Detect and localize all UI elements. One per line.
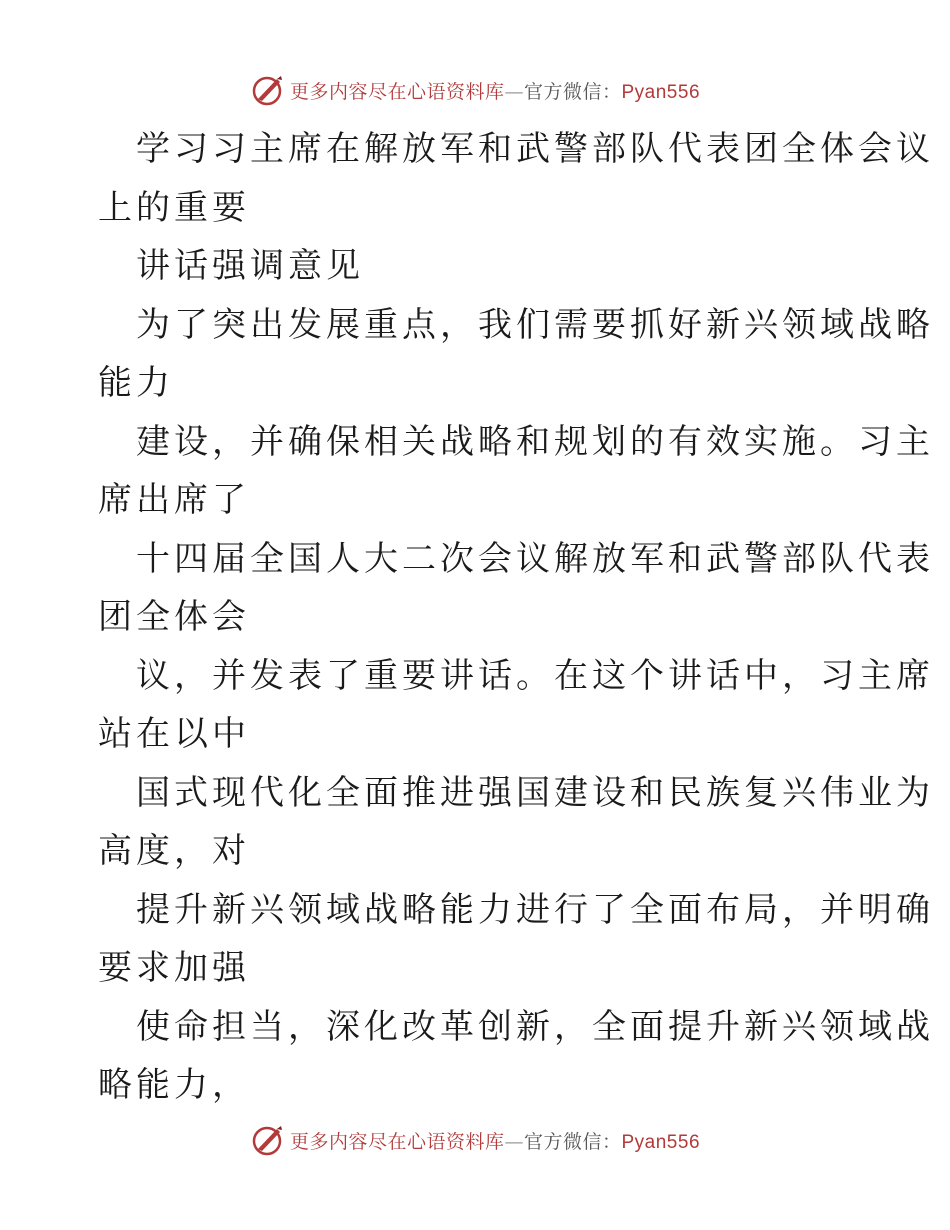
- text-line: 站在以中: [98, 714, 250, 754]
- watermark-text: [290, 77, 700, 104]
- text-line: 议，并发表了重要讲话。在这个讲话中，习主席: [136, 655, 934, 696]
- watermark-text: [290, 1127, 700, 1154]
- text-line: 十四届全国人大二次会议解放军和武警部队代表: [136, 538, 934, 579]
- text-line: 上的重要: [98, 187, 250, 228]
- document-body: [98, 120, 934, 1115]
- quill-logo-icon: [250, 1123, 284, 1157]
- text-line: 高度，对: [98, 831, 250, 871]
- text-line: 使命担当，深化改革创新，全面提升新兴领域战: [136, 1006, 934, 1047]
- text-line: 为了突出发展重点，我们需要抓好新兴领域战略: [136, 304, 934, 345]
- header-watermark-banner: [0, 70, 950, 110]
- text-line: 团全体会: [98, 597, 250, 637]
- watermark-handle: Pyan556: [621, 81, 701, 103]
- watermark-site-text: 更多内容尽在心语资料库: [289, 80, 505, 103]
- footer-watermark-banner: [0, 1120, 950, 1160]
- text-line: 席出席了: [98, 480, 250, 520]
- text-line: 能力: [98, 363, 174, 403]
- watermark-official-label: 官方微信：: [523, 1130, 622, 1153]
- quill-logo-icon: [250, 73, 284, 107]
- text-line: 提升新兴领域战略能力进行了全面布局，并明确: [136, 889, 934, 930]
- watermark-dash: —: [504, 1130, 524, 1153]
- text-line: 要求加强: [98, 948, 250, 988]
- text-line: 建设，并确保相关战略和规划的有效实施。习主: [136, 421, 934, 462]
- watermark-handle: Pyan556: [621, 1131, 701, 1153]
- text-line: 略能力，: [98, 1065, 250, 1105]
- watermark-site-text: 更多内容尽在心语资料库: [289, 1130, 505, 1153]
- text-line: 讲话强调意见: [136, 246, 364, 286]
- watermark-dash: —: [504, 80, 524, 103]
- text-line: 国式现代化全面推进强国建设和民族复兴伟业为: [136, 772, 934, 813]
- text-line: 学习习主席在解放军和武警部队代表团全体会议: [136, 129, 934, 169]
- watermark-official-label: 官方微信：: [523, 80, 622, 103]
